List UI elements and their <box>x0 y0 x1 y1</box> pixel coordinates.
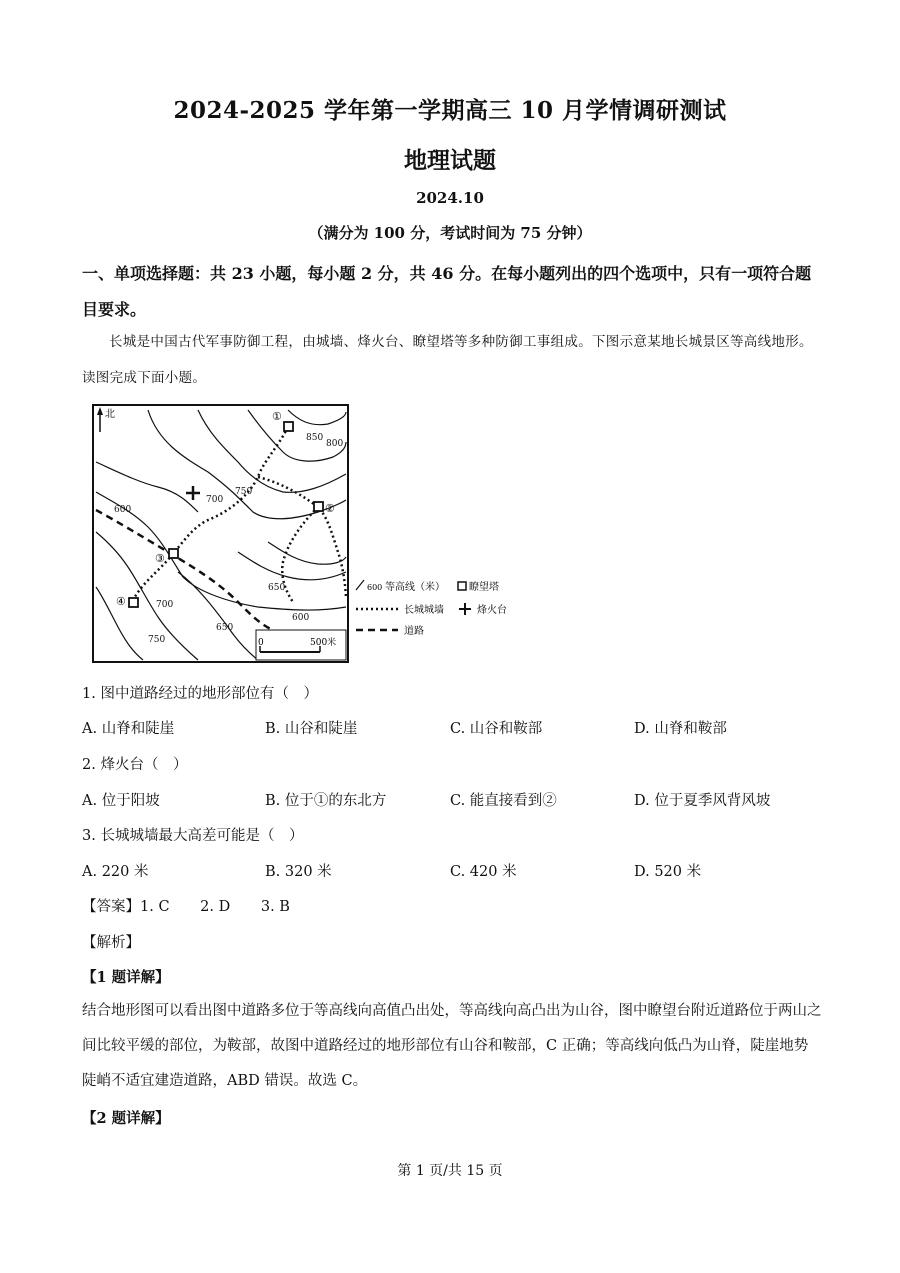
answer-2: 2. D <box>200 899 231 915</box>
svg-text:600: 600 <box>114 505 132 515</box>
q1-detail-text: 结合地形图可以看出图中道路多位于等高线向高值凸出处，等高线向高凸出为山谷，图中瞭望台附近道路位于两山之间比较平缓的部位，为鞍部，故图中道路经过的地形部位有山谷和鞍部，C 正确；等高线向低凸为山脊，陡崖地势陡峭不适宜建造道路，ABD 错误。故选 C。 <box>82 1003 822 1089</box>
svg-text:650: 650 <box>216 623 234 633</box>
point-label-1: ① <box>272 410 282 423</box>
svg-text:750: 750 <box>235 487 253 497</box>
page-footer: 第 1 页/共 15 页 <box>397 1163 503 1179</box>
svg-text:650: 650 <box>268 583 286 593</box>
svg-text:750: 750 <box>148 635 166 645</box>
q3-option-c: C. 420 米 <box>450 864 517 880</box>
q1-option-c: C. 山谷和鞍部 <box>450 721 543 737</box>
legend-contour: 等高线（米） <box>385 582 445 593</box>
watch-tower-4 <box>129 598 138 607</box>
svg-text:700: 700 <box>156 600 174 610</box>
legend-road: 道路 <box>404 626 424 637</box>
svg-text:850: 850 <box>306 433 324 443</box>
q3-option-b: B. 320 米 <box>265 864 332 880</box>
watch-tower-1 <box>284 422 293 431</box>
svg-text:600: 600 <box>292 613 310 623</box>
question-1-stem: 1. 图中道路经过的地形部位有（ ） <box>82 686 318 702</box>
contour-map-figure <box>88 402 548 664</box>
exam-note: （满分为 100 分，考试时间为 75 分钟） <box>308 224 592 242</box>
legend-beacon-icon <box>459 603 471 615</box>
contour-map <box>88 402 548 664</box>
watch-tower-3 <box>169 549 178 558</box>
north-arrow-head-icon <box>97 407 103 415</box>
answer-1: 【答案】1. C <box>82 899 170 915</box>
analysis-label: 【解析】 <box>82 935 140 951</box>
q2-option-d: D. 位于夏季风背风坡 <box>634 793 771 809</box>
q1-option-b: B. 山谷和陡崖 <box>265 721 358 737</box>
q2-detail-label: 【2 题详解】 <box>82 1110 170 1127</box>
exam-date: 2024.10 <box>416 189 484 207</box>
subject-title: 地理试题 <box>404 147 496 174</box>
q3-option-a: A. 220 米 <box>82 864 149 880</box>
answer-line <box>82 895 316 916</box>
scale-bar <box>256 630 346 660</box>
map-legend <box>356 580 507 637</box>
beacon-tower-icon <box>186 486 200 500</box>
question-intro: 长城是中国古代军事防御工程，由城墙、烽火台、瞭望塔等多种防御工事组成。下图示意某地长城景区等高线地形。读图完成下面小题。 <box>82 334 813 386</box>
legend-tower-icon <box>458 582 466 590</box>
watch-tower-2 <box>314 502 323 511</box>
q2-option-b: B. 位于①的东北方 <box>265 793 387 809</box>
q3-option-d: D. 520 米 <box>634 864 702 880</box>
q2-option-c: C. 能直接看到② <box>450 793 557 809</box>
q1-option-d: D. 山脊和鞍部 <box>634 721 727 737</box>
legend-tower: 瞭望塔 <box>469 582 499 593</box>
legend-wall: 长城城墙 <box>404 605 444 616</box>
q1-detail-label: 【1 题详解】 <box>82 969 170 986</box>
scale-end: 500米 <box>310 638 337 648</box>
section-heading: 一、单项选择题：共 23 小题，每小题 2 分，共 46 分。在每小题列出的四个选项中，只有一项符合题目要求。 <box>82 264 812 319</box>
svg-text:700: 700 <box>206 495 224 505</box>
great-wall-line <box>133 427 288 600</box>
exam-title: 2024-2025 学年第一学期高三 10 月学情调研测试 <box>173 97 727 124</box>
north-label: 北 <box>105 409 115 420</box>
point-label-2: ② <box>325 502 335 515</box>
legend-beacon: 烽火台 <box>477 605 507 616</box>
scale-zero: 0 <box>258 638 264 648</box>
q2-option-a: A. 位于阳坡 <box>82 793 160 809</box>
road-line <box>96 510 278 632</box>
q1-option-a: A. 山脊和陡崖 <box>82 721 175 737</box>
legend-contour-sample: 600 <box>367 583 383 592</box>
point-label-3: ③ <box>155 552 165 565</box>
answer-3: 3. B <box>260 899 290 915</box>
svg-text:800: 800 <box>326 439 344 449</box>
point-label-4: ④ <box>116 595 126 608</box>
question-3-stem: 3. 长城城墙最大高差可能是（ ） <box>82 828 304 844</box>
question-2-stem: 2. 烽火台（ ） <box>82 757 188 773</box>
